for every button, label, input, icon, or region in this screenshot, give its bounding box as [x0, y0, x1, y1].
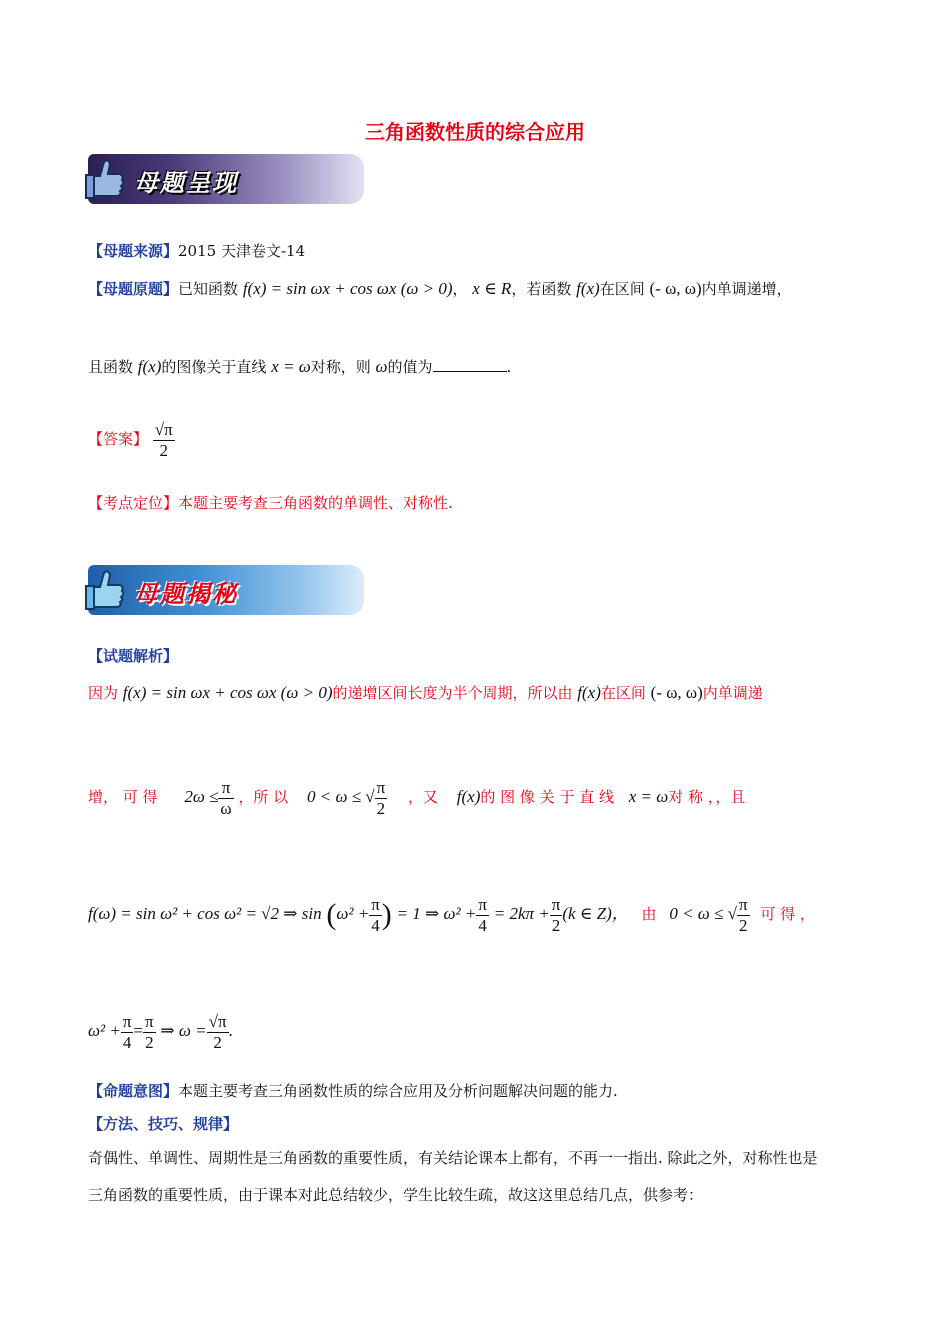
- kaodian-text: 本题主要考查三角函数的单调性、对称性.: [178, 494, 453, 512]
- fraction-numerator: √π: [154, 420, 173, 439]
- fraction: [207, 1012, 229, 1052]
- methods-paragraph-1: 奇偶性、单调性、周期性是三角函数的重要性质，有关结论课本上都有，不再一一指出. 除此之外，对称性也是: [88, 1149, 818, 1167]
- fraction-numerator: π: [371, 895, 380, 914]
- expression: ω² +: [336, 904, 370, 924]
- fraction-numerator: √π: [208, 1012, 227, 1031]
- function-symbol: f(x): [137, 357, 162, 376]
- banner-mu-ti-cheng-xian: [88, 154, 364, 204]
- analysis-line-1: [88, 682, 763, 703]
- fraction-denominator: 2: [159, 440, 168, 460]
- problem-text-4: 内单调递增，: [701, 280, 792, 298]
- fraction-numerator: π: [376, 778, 386, 797]
- fraction: [737, 895, 750, 935]
- fraction: [476, 895, 489, 935]
- fraction: [218, 778, 233, 818]
- banner-mu-ti-jie-mi: [88, 565, 364, 615]
- methods-tag: 【方法、技巧、规律】: [88, 1115, 239, 1133]
- analysis-tag: 【试题解析】: [88, 647, 179, 665]
- domain-condition: x ∈ R: [472, 279, 512, 298]
- problem-tag: 【母题原题】: [88, 280, 179, 298]
- intent-text: 本题主要考查三角函数性质的综合应用及分析问题解决问题的能力.: [178, 1082, 618, 1100]
- analysis-text: 因为: [88, 684, 119, 702]
- source-line: [88, 240, 305, 261]
- fraction-denominator: 2: [213, 1032, 222, 1052]
- analysis-text: 在区间: [600, 684, 646, 702]
- left-paren: (: [326, 898, 337, 932]
- analysis-text: ，所 以: [238, 788, 289, 807]
- equation: f(ω) = sin ω² + cos ω² = √2 ⇒ sin: [88, 904, 322, 924]
- banner-label: 母题呈现: [134, 168, 238, 197]
- fraction-denominator: 2: [739, 915, 748, 935]
- intent-line: [88, 1080, 618, 1101]
- analysis-text: ，又: [407, 788, 438, 807]
- condition: (k ∈ Z)，: [562, 904, 629, 924]
- equals: =: [133, 1021, 144, 1041]
- function-symbol: f(x): [576, 279, 600, 298]
- problem-text-8: 的值为: [387, 358, 433, 376]
- fraction-numerator: π: [145, 1012, 154, 1031]
- answer-blank: [433, 359, 507, 372]
- fraction-numerator: π: [551, 895, 561, 914]
- symmetry-line: x = ω: [271, 357, 311, 376]
- fraction: [369, 895, 382, 935]
- problem-text-1: 已知函数: [178, 280, 239, 298]
- fraction: [143, 1012, 156, 1052]
- analysis-text: 由: [641, 905, 657, 924]
- analysis-text: 内单调递: [702, 684, 763, 702]
- problem-text-3: 在区间: [599, 280, 645, 298]
- kaodian-tag: 【考点定位】: [88, 494, 179, 512]
- page-title: 三角函数性质的综合应用: [365, 120, 585, 144]
- interval: (- ω, ω): [650, 683, 703, 702]
- equation: = 1 ⇒ ω² +: [396, 904, 477, 924]
- right-paren: ): [381, 898, 392, 932]
- problem-text-5: 且函数: [88, 358, 134, 376]
- analysis-text: 增， 可 得: [88, 788, 158, 807]
- analysis-text: 对 称 ，，且: [668, 788, 746, 807]
- thumbs-up-icon: [82, 567, 126, 613]
- omega-symbol: ω: [375, 357, 388, 376]
- fraction-numerator: π: [218, 778, 233, 799]
- problem-text-7: 对称，则: [310, 358, 371, 376]
- function-formula: f(x) = sin ωx + cos ωx (ω > 0): [122, 683, 333, 702]
- problem-line-2: [88, 356, 511, 377]
- function-symbol: f(x): [456, 787, 481, 807]
- interval: (- ω, ω): [649, 279, 702, 298]
- equation: = 2kπ +: [493, 904, 550, 924]
- inequality: 0 < ω ≤ √: [669, 904, 737, 924]
- fraction-numerator: π: [478, 895, 487, 914]
- analysis-line-4: [88, 1012, 233, 1052]
- kaodian-line: [88, 492, 453, 513]
- fraction-denominator: 2: [551, 915, 561, 935]
- answer-fraction: [153, 420, 175, 460]
- problem-text-6: 的图像关于直线: [161, 358, 267, 376]
- analysis-line-2: [88, 778, 745, 818]
- problem-text-2: ，若函数: [511, 280, 572, 298]
- thumbs-up-icon: [82, 156, 126, 202]
- fraction-denominator: 4: [478, 915, 487, 935]
- fraction: [375, 778, 388, 818]
- fraction: [550, 895, 563, 935]
- expression: ω² +: [88, 1021, 121, 1041]
- symmetry-line: x = ω: [628, 787, 669, 807]
- fraction-denominator: 2: [145, 1032, 154, 1052]
- banner-label: 母题揭秘: [134, 579, 238, 608]
- source-tag: 【母题来源】: [88, 242, 179, 260]
- analysis-line-3: [88, 895, 815, 935]
- inequality: 0 < ω ≤ √: [306, 787, 375, 807]
- problem-line-1: [88, 278, 792, 299]
- period: .: [228, 1021, 233, 1041]
- fraction-denominator: 2: [376, 798, 386, 818]
- function-symbol: f(x): [577, 683, 601, 702]
- fraction: [121, 1012, 134, 1052]
- methods-paragraph-2: 三角函数的重要性质，由于课本对此总结较少，学生比较生疏，故这这里总结几点，供参考：: [88, 1186, 704, 1204]
- intent-tag: 【命题意图】: [88, 1082, 179, 1100]
- analysis-text: 可 得 ，: [760, 905, 815, 924]
- fraction-denominator: ω: [220, 798, 232, 818]
- period: .: [506, 358, 512, 376]
- analysis-text: 的 图 像 关 于 直 线: [480, 788, 614, 807]
- source-text: 2015 天津卷文-14: [178, 242, 306, 260]
- fraction-numerator: π: [122, 1012, 132, 1031]
- separator: ，: [452, 280, 468, 298]
- analysis-text: 的递增区间长度为半个周期，所以由: [332, 684, 573, 702]
- fraction-numerator: π: [738, 895, 748, 914]
- fraction-denominator: 4: [371, 915, 380, 935]
- function-formula: f(x) = sin ωx + cos ωx (ω > 0): [242, 279, 453, 298]
- answer-tag: 【答案】: [88, 430, 149, 449]
- answer-line: [88, 420, 175, 460]
- inequality: 2ω ≤: [184, 787, 219, 807]
- implication: ⇒ ω =: [160, 1021, 207, 1041]
- fraction-denominator: 4: [122, 1032, 132, 1052]
